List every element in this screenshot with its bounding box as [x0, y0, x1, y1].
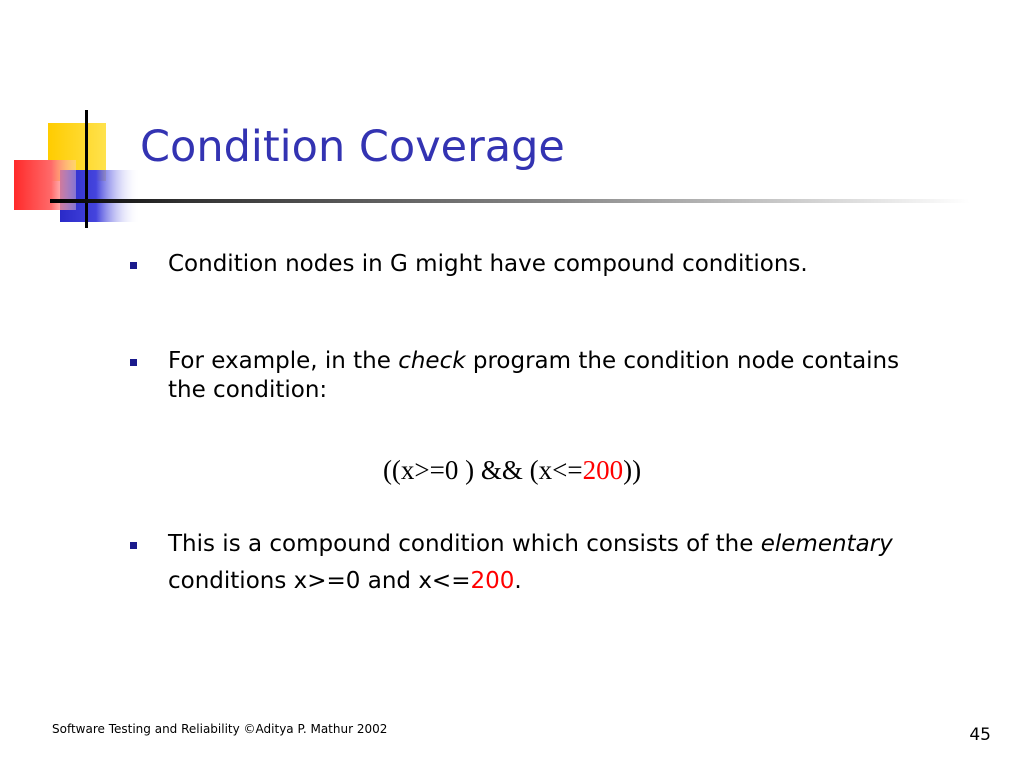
- bullet-3-line2-pre: conditions x>=0 and x<=: [168, 567, 471, 594]
- title-underline: [50, 199, 970, 203]
- bullet-square-icon: [130, 359, 137, 366]
- bullet-square-icon: [130, 542, 137, 549]
- condition-formula: [0, 455, 1024, 486]
- formula-post: )): [623, 455, 642, 485]
- bullet-1-text: Condition nodes in G might have compound conditions.: [168, 251, 808, 277]
- slide-title: Condition Coverage: [140, 122, 565, 172]
- bullet-2-line2: the condition:: [168, 376, 328, 403]
- bullet-3-line2-post: .: [514, 567, 522, 594]
- bullet-2-text: [168, 347, 978, 405]
- deco-vertical-line: [85, 110, 88, 228]
- bullet-3-number: 200: [470, 567, 515, 594]
- bullet-3-pre: This is a compound condition which consists of the: [168, 531, 761, 557]
- bullet-2-post: program the condition node contains: [465, 348, 900, 374]
- page-number: 45: [969, 725, 991, 745]
- bullet-square-icon: [130, 262, 137, 269]
- bullet-2-emphasis: check: [398, 348, 466, 374]
- bullet-2-pre: For example, in the: [168, 348, 399, 374]
- bullet-3-line2: [168, 567, 978, 596]
- footer-credit: Software Testing and Reliability ©Aditya P. Mathur 2002: [52, 722, 388, 736]
- bullet-3-text: [168, 530, 978, 596]
- bullet-3-emphasis: elementary: [760, 531, 893, 557]
- formula-number: 200: [582, 455, 624, 485]
- formula-pre: ((x>=0 ) && (x<=: [382, 455, 583, 485]
- title-decoration: [0, 0, 160, 240]
